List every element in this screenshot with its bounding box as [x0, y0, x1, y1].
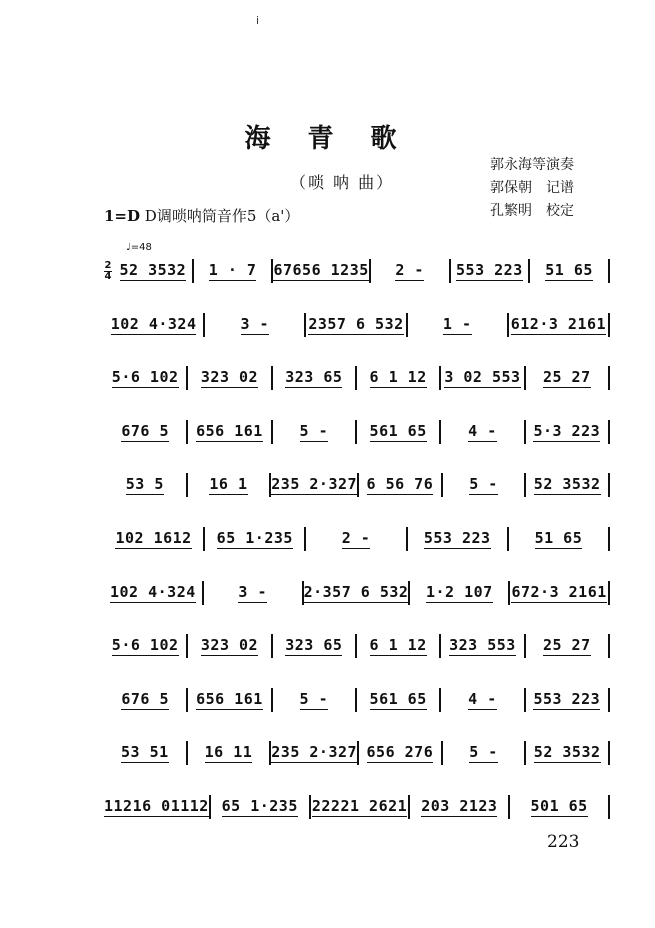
measure	[273, 256, 368, 286]
measure-notes: 3 -	[240, 314, 270, 333]
measure-notes: 2357 6 532	[308, 314, 404, 333]
measure-notes: 553 223	[456, 261, 523, 279]
measure	[408, 310, 507, 340]
measure-notes: 1 -	[442, 314, 472, 333]
measure-notes: 102 4·324	[110, 582, 196, 601]
measure-notes: 612·3 2161	[510, 314, 607, 333]
measure	[205, 310, 304, 340]
measure	[271, 738, 357, 768]
measure	[188, 631, 270, 661]
measure	[188, 417, 270, 447]
barline	[608, 420, 610, 444]
measure-notes: 203 2123	[421, 797, 498, 815]
measure	[188, 685, 270, 715]
measure	[443, 738, 525, 768]
notation-row	[104, 470, 610, 500]
measure-notes: 52 3532	[119, 261, 187, 279]
measure	[451, 256, 529, 286]
measure-notes: 323 02	[200, 368, 259, 387]
measure	[306, 524, 405, 554]
measure-notes: 6 1 12	[369, 636, 427, 655]
measure	[104, 631, 186, 661]
notation-row	[104, 631, 610, 661]
measure-notes: 553 223	[533, 689, 601, 708]
measure-notes: 5 -	[299, 421, 329, 440]
measure	[104, 470, 186, 500]
notation-row	[104, 363, 610, 393]
measure-notes: 5·6 102	[111, 368, 179, 387]
measure-notes: 52 3532	[533, 743, 601, 762]
barline	[608, 366, 610, 390]
measure	[530, 256, 608, 286]
measure-notes: 22221 2621	[311, 797, 408, 815]
measure	[509, 310, 608, 340]
measure-notes: 323 02	[200, 636, 259, 655]
barline	[608, 795, 610, 819]
measure-notes: 2 -	[341, 529, 371, 547]
page-mark: i	[256, 14, 260, 27]
barline	[608, 741, 610, 765]
barline	[608, 581, 610, 605]
measure-notes: 676 5	[121, 689, 169, 708]
measure-notes: 1·2 107	[425, 582, 493, 601]
measure	[104, 310, 203, 340]
measure	[410, 792, 508, 822]
notation-row	[104, 310, 610, 340]
measure	[510, 792, 608, 822]
measure-notes: 676 5	[121, 421, 169, 440]
measure	[273, 363, 355, 393]
measure	[304, 578, 409, 608]
measure-notes: 51 65	[534, 529, 583, 547]
measure-notes: 3 02 553	[444, 368, 521, 387]
measure-notes: 501 65	[530, 797, 588, 815]
measure-notes: 25 27	[542, 368, 591, 387]
measure	[273, 417, 355, 447]
measure-notes: 561 65	[369, 421, 427, 440]
measure	[526, 631, 608, 661]
measure	[114, 256, 192, 286]
measure	[526, 738, 608, 768]
measure	[188, 470, 270, 500]
measure-notes: 235 2·327	[271, 475, 358, 494]
barline	[608, 634, 610, 658]
key-description: D调唢呐筒音作5（a'）	[144, 207, 300, 225]
notation-row	[104, 256, 610, 286]
notation-row	[104, 792, 610, 822]
measure	[359, 738, 441, 768]
measure-notes: 5·6 102	[111, 636, 179, 655]
measure	[205, 524, 304, 554]
measure	[188, 738, 270, 768]
measure-notes: 67656 1235	[273, 261, 369, 279]
time-signature-bottom: 4	[104, 270, 112, 282]
measure	[104, 417, 186, 447]
measure-notes: 323 553	[449, 636, 516, 655]
measure-notes: 656 161	[196, 689, 263, 708]
measure	[104, 792, 209, 822]
measure	[204, 578, 302, 608]
measure	[104, 524, 203, 554]
measure	[104, 578, 202, 608]
measure	[211, 792, 309, 822]
measure-notes: 672·3 2161	[511, 582, 607, 601]
measure-notes: 52 3532	[533, 475, 601, 494]
credit-performer: 郭永海等演奏	[490, 157, 574, 173]
measure	[188, 363, 270, 393]
measure	[443, 470, 525, 500]
time-signature-top: 2	[104, 259, 112, 271]
measure-notes: 4 -	[468, 421, 497, 440]
measure	[104, 363, 186, 393]
measure	[526, 685, 608, 715]
song-subtitle: （唢 呐 曲）	[290, 173, 395, 192]
measure-notes: 102 4·324	[110, 314, 197, 333]
measure-notes: 1 · 7	[208, 261, 257, 279]
measure	[526, 363, 608, 393]
measure	[441, 363, 523, 393]
tempo-marking: ♩=48	[126, 242, 152, 253]
measure-notes: 6 56 76	[366, 475, 434, 494]
measure	[357, 685, 439, 715]
barline	[608, 527, 610, 551]
measure-notes: 656 161	[196, 421, 263, 440]
measure	[408, 524, 507, 554]
measure-notes: 235 2·327	[271, 743, 358, 762]
measure	[526, 470, 608, 500]
measure	[371, 256, 449, 286]
measure-notes: 11216 01112	[104, 797, 209, 815]
measure-notes: 561 65	[369, 689, 427, 708]
key-text: 1=D	[104, 207, 141, 225]
notation-row	[104, 417, 610, 447]
measure-notes: 16 1	[209, 475, 248, 494]
measure-notes: 25 27	[542, 636, 591, 655]
measure-notes: 16 11	[204, 743, 253, 762]
measure-notes: 5 -	[469, 743, 498, 762]
measure-notes: 102 1612	[115, 529, 192, 547]
measure-notes: 51 65	[545, 261, 593, 279]
measure-notes: 53 51	[120, 743, 169, 762]
barline	[608, 473, 610, 497]
barline	[608, 313, 610, 337]
measure-notes: 323 65	[285, 368, 343, 387]
measure-notes: 5·3 223	[533, 421, 601, 440]
measure-notes: 5 -	[299, 689, 329, 708]
measure-notes: 2·357 6 532	[303, 582, 409, 601]
measure	[273, 685, 355, 715]
measure	[510, 578, 608, 608]
measure-notes: 553 223	[423, 529, 491, 547]
measure	[410, 578, 508, 608]
credit-transcriber: 郭保朝 记谱	[490, 180, 574, 196]
measure-notes: 323 65	[285, 636, 343, 655]
measure-notes: 65 1·235	[216, 529, 293, 547]
notation-row	[104, 524, 610, 554]
measure-notes: 53 5	[125, 475, 164, 494]
measure	[441, 685, 523, 715]
measure-notes: 5 -	[469, 475, 498, 494]
measure	[441, 631, 523, 661]
notation-row	[104, 578, 610, 608]
notation-row	[104, 738, 610, 768]
measure	[271, 470, 357, 500]
measure	[311, 792, 409, 822]
time-signature	[104, 261, 112, 282]
measure-notes: 4 -	[468, 689, 497, 708]
page-number: 223	[547, 832, 580, 852]
credit-proofreader: 孔繁明 校定	[490, 203, 574, 219]
measure	[526, 417, 608, 447]
measure	[509, 524, 608, 554]
measure-notes: 6 1 12	[369, 368, 427, 387]
notation-row	[104, 685, 610, 715]
measure-notes: 3 -	[238, 582, 267, 601]
credits-block	[490, 154, 574, 223]
measure-notes: 65 1·235	[221, 797, 298, 815]
measure	[306, 310, 405, 340]
measure	[194, 256, 272, 286]
measure	[273, 631, 355, 661]
song-title: 海 青 歌	[244, 124, 411, 154]
measure	[359, 470, 441, 500]
measure	[104, 738, 186, 768]
key-signature	[104, 205, 299, 226]
measure	[357, 363, 439, 393]
measure	[104, 685, 186, 715]
measure	[357, 417, 439, 447]
measure-notes: 2 -	[395, 261, 424, 279]
measure	[441, 417, 523, 447]
barline	[608, 688, 610, 712]
measure-notes: 656 276	[366, 743, 434, 762]
measure	[357, 631, 439, 661]
barline	[608, 259, 610, 283]
